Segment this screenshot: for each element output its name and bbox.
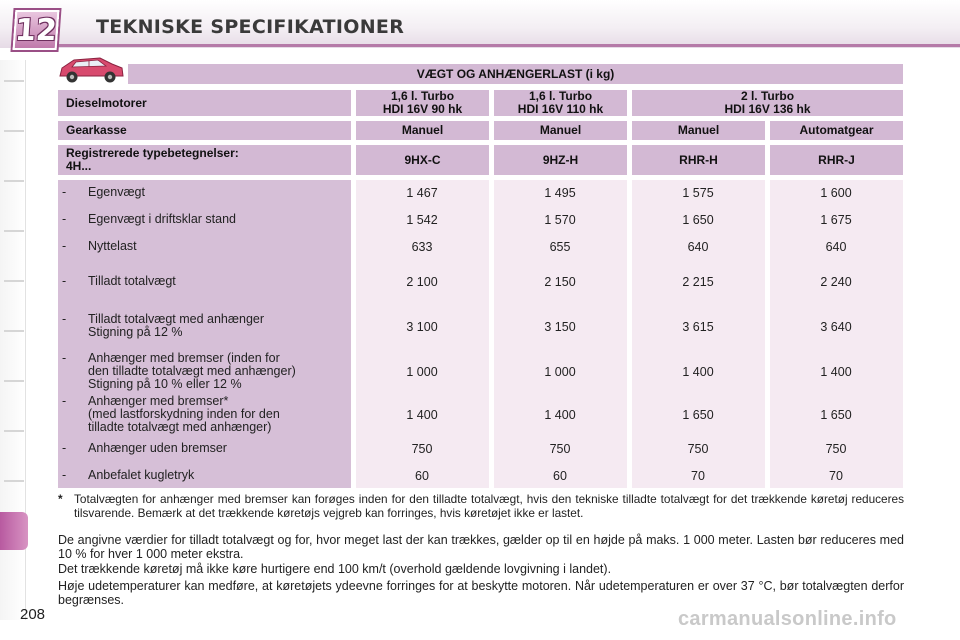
table-cell: 1 400 <box>544 408 576 422</box>
table-cell: 70 <box>829 469 843 483</box>
table-cell: 1 542 <box>406 213 438 227</box>
row-label-line: Tilladt totalvægt med anhænger <box>88 312 265 326</box>
row-label-line: Anhænger uden bremser <box>88 441 227 455</box>
chapter-badge[interactable] <box>13 10 60 50</box>
table-cell: 750 <box>549 442 571 456</box>
row-bullet: - <box>62 239 67 253</box>
chapter-tab[interactable] <box>4 280 24 282</box>
note-temperature: Høje udetemperaturer kan medføre, at køretøjets ydeevne forringes for at beskytte motoren. Når udetemperaturen er over 37 °C, bør totalvægten derfor begrænses. <box>58 579 904 607</box>
engine-name: 2 l. Turbo <box>740 89 795 103</box>
row-bullet: - <box>62 185 67 199</box>
engine-spec: HDI 16V 136 hk <box>724 102 811 116</box>
row-bullet: - <box>62 312 67 326</box>
table-cell: 1 400 <box>406 408 438 422</box>
engine-col-1 <box>356 90 489 116</box>
chapter-tab[interactable] <box>4 380 24 382</box>
type-code: 9HX-C <box>356 145 489 175</box>
gearbox-value: Automatgear <box>770 121 903 140</box>
chapter-tab[interactable] <box>4 180 24 182</box>
table-cell: 1 600 <box>820 186 852 200</box>
chapter-number: 12 <box>13 12 59 48</box>
row-bullet: - <box>62 351 67 365</box>
row-label-line: Egenvægt <box>88 185 145 199</box>
header-divider <box>40 44 960 47</box>
row-label-line: Anbefalet kugletryk <box>88 468 195 482</box>
type-code: RHR-H <box>632 145 765 175</box>
row-label-line: den tilladte totalvægt med anhænger) <box>88 364 296 378</box>
row-label-line: Stigning på 10 % eller 12 % <box>88 377 242 391</box>
types-label-line: Registrerede typebetegnelser: <box>66 146 239 160</box>
table-cell: 1 570 <box>544 213 576 227</box>
chapter-tab[interactable] <box>4 230 24 232</box>
table-cell: 750 <box>825 442 847 456</box>
table-cell: 1 650 <box>682 213 714 227</box>
gearbox-value: Manuel <box>356 121 489 140</box>
table-cell: 2 215 <box>682 275 714 289</box>
table-cell: 1 400 <box>682 365 714 379</box>
gearbox-label: Gearkasse <box>58 121 351 140</box>
gearbox-value: Manuel <box>494 121 627 140</box>
table-cell: 640 <box>825 240 847 254</box>
table-cell: 1 650 <box>682 408 714 422</box>
table-cell: 3 615 <box>682 319 714 334</box>
note-speed: Det trækkende køretøj må ikke køre hurtigere end 100 km/t (overhold gældende lovgivning i landet). <box>58 562 612 576</box>
table-cell: 1 675 <box>820 213 852 227</box>
type-code: 9HZ-H <box>494 145 627 175</box>
chapter-tab[interactable] <box>4 330 24 332</box>
types-label-line: 4H... <box>66 159 92 173</box>
gearbox-value: Manuel <box>632 121 765 140</box>
table-title: VÆGT OG ANHÆNGERLAST (i kg) <box>128 64 903 84</box>
table-cell: 1 650 <box>820 408 852 422</box>
table-cell: 70 <box>691 469 705 483</box>
table-cell: 3 100 <box>406 319 438 334</box>
engine-spec: HDI 16V 90 hk <box>382 102 463 116</box>
engine-label: Dieselmotorer <box>58 90 351 116</box>
row-label-line: Egenvægt i driftsklar stand <box>88 212 236 226</box>
chapter-tab[interactable] <box>4 430 24 432</box>
row-label-line: Tilladt totalvægt <box>88 274 176 288</box>
row-label-line: Anhænger med bremser* <box>88 394 229 408</box>
table-cell: 640 <box>687 240 709 254</box>
row-label-line: Stigning på 12 % <box>88 325 183 339</box>
table-cell: 633 <box>411 240 433 254</box>
table-cell: 750 <box>687 442 709 456</box>
watermark: carmanualsonline.info <box>678 608 897 630</box>
engine-spec: HDI 16V 110 hk <box>517 102 604 116</box>
table-cell: 2 240 <box>820 275 852 289</box>
chapter-tab[interactable] <box>4 130 24 132</box>
table-cell: 655 <box>549 240 571 254</box>
footnote <box>58 492 904 520</box>
table-cell: 3 150 <box>544 319 576 334</box>
engine-name: 1,6 l. Turbo <box>528 89 593 103</box>
footnote-text: Totalvægten for anhænger med bremser kan forøges inden for den tilladte totalvægt, hvis den tekniske tilladte totalvægt for det trækkende køretøj reduceres tilsvarende. Bemærk at det trækkende køretøjs vejgreb kan forringes, hvis køretøjet ikke er lastet. <box>74 492 904 520</box>
table-cell: 1 495 <box>544 186 576 200</box>
table-cell: 1 400 <box>820 365 852 379</box>
types-label <box>58 145 351 175</box>
footnote-marker: * <box>58 492 63 506</box>
table-cell: 1 000 <box>544 365 576 379</box>
chapter-tab[interactable] <box>4 480 24 482</box>
table-cell: 2 100 <box>406 275 438 289</box>
row-label-line: (med lastforskydning inden for den <box>88 407 280 421</box>
car-icon <box>56 52 126 86</box>
engine-col-3 <box>632 90 903 116</box>
page-title: TEKNISKE SPECIFIKATIONER <box>96 16 405 38</box>
row-bullet: - <box>62 274 67 288</box>
engine-col-2 <box>494 90 627 116</box>
table-cell: 750 <box>411 442 433 456</box>
table-cell: 1 467 <box>406 186 438 200</box>
table-cell: 60 <box>553 469 567 483</box>
row-label-line: Anhænger med bremser (inden for <box>88 351 280 365</box>
chapter-tab[interactable] <box>4 80 24 82</box>
row-bullet: - <box>62 394 67 408</box>
table-cell: 60 <box>415 469 429 483</box>
engine-name: 1,6 l. Turbo <box>390 89 455 103</box>
row-bullet: - <box>62 212 67 226</box>
row-label-line: Nyttelast <box>88 239 137 253</box>
row-label-line: tilladte totalvægt med anhænger) <box>88 420 272 434</box>
table-cell: 2 150 <box>544 275 576 289</box>
active-chapter-tab[interactable] <box>0 512 28 550</box>
table-cell: 3 640 <box>820 319 852 334</box>
table-cell: 1 000 <box>406 365 438 379</box>
type-code: RHR-J <box>770 145 903 175</box>
row-bullet: - <box>62 468 67 482</box>
table-cell: 1 575 <box>682 186 714 200</box>
note-altitude: De angivne værdier for tilladt totalvægt og for, hvor meget last der kan trækkes, gælder op til en højde på maks. 1 000 meter. Lasten bør reduceres med 10 % for hver 1 000 meter ekstra. <box>58 533 904 561</box>
row-bullet: - <box>62 441 67 455</box>
page-number: 208 <box>20 606 46 623</box>
